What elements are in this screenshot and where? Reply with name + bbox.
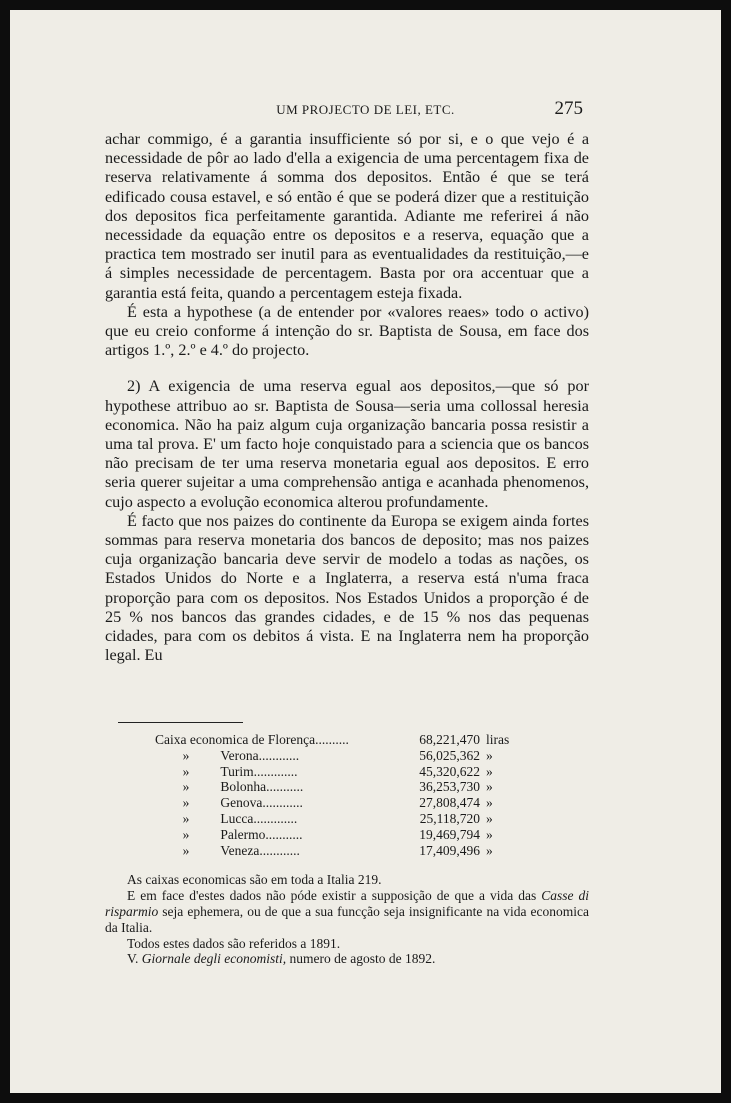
row-leader: ............: [259, 842, 300, 858]
row-leader: ...........: [266, 779, 304, 795]
note-text: seja ephemera, ou de que a sua funcção seja insignificante na vida economica da Italia.: [105, 903, 589, 935]
row-prefix: Caixa economica de: [155, 732, 265, 747]
footnotes: [105, 732, 589, 967]
row-unit: liras: [486, 732, 510, 747]
row-unit: »: [486, 795, 493, 811]
paragraph-4: É facto que nos paizes do continente da Europa se exigem ainda fortes sommas para reserva monetaria dos bancos de deposito; mas nos paizes cuja organização bancaria deve servir de modelo a todas as nações, os Estados Unidos do Norte e a Inglaterra, a reserva está n'uma fraca proporção para com os depositos. Nos Estados Unidos a proporção é de 25 % nos bancos das grandes cidades, e de 15 % nos das pequenas cidades, para com os debitos á vista. E na Inglaterra nem ha proporção legal. Eu: [105, 511, 589, 665]
row-unit: »: [486, 747, 493, 763]
row-city: Turim: [220, 763, 254, 779]
row-city: Genova: [220, 795, 263, 811]
row-city: Veneza: [220, 842, 260, 858]
row-unit: »: [486, 842, 493, 858]
row-city: Palermo: [220, 826, 266, 842]
row-amount: 19,469,794: [419, 826, 480, 842]
note-italic-title: Casse di risparmio: [105, 888, 589, 919]
row-city: Verona: [220, 747, 259, 763]
row-amount: 25,118,720: [419, 810, 480, 826]
row-leader: ............: [258, 747, 300, 763]
running-head: UM PROJECTO DE LEI, ETC.: [276, 102, 455, 117]
row-unit: »: [486, 779, 493, 795]
row-leader: ...........: [265, 826, 303, 842]
footnote-note-1: As caixas economicas são em toda a Italia 219.: [127, 872, 382, 888]
row-amount: 56,025,362: [419, 747, 480, 763]
row-prefix: »: [182, 810, 190, 826]
journal-title: Giornale degli economisti,: [141, 951, 287, 967]
row-amount: 36,253,730: [419, 779, 480, 795]
body-text: [105, 130, 589, 665]
row-leader: .............: [253, 810, 298, 826]
note-text: numero de agosto de 1892.: [286, 951, 436, 967]
footnote-note-3: Todos estes dados são referidos a 1891.: [127, 935, 341, 951]
table-row: [155, 748, 545, 764]
table-row: [155, 779, 545, 795]
row-unit: »: [486, 826, 493, 842]
paragraph-2: É esta a hypothese (a de entender por «valores reaes» todo o activo) que eu creio conforme á intenção do sr. Baptista de Sousa, em face dos artigos 1.º, 2.º e 4.º do projecto.: [105, 302, 589, 360]
row-city: Lucca: [220, 810, 254, 826]
row-leader: ............: [262, 795, 303, 811]
row-city: Florença: [267, 732, 316, 747]
page-header: [10, 98, 721, 122]
footnote-note-4: [105, 951, 589, 967]
row-amount: 68,221,470: [419, 732, 480, 747]
row-prefix: »: [182, 747, 190, 763]
book-page: [10, 10, 721, 1093]
table-row: [155, 795, 545, 811]
row-leader: ..........: [315, 732, 349, 747]
row-prefix: »: [182, 795, 190, 811]
table-row: [155, 764, 545, 780]
row-unit: »: [486, 763, 493, 779]
savings-bank-table: [155, 732, 545, 858]
row-prefix: »: [182, 763, 190, 779]
table-row: [155, 827, 545, 843]
row-city: Bolonha: [220, 779, 267, 795]
paragraph-1: achar commigo, é a garantia insufficiente só por si, e o que vejo é a necessidade de pôr ao lado d'ella a exigencia de uma percentagem fixa de reserva relativamente á somma dos depositos. Então é que se terá edificado cousa estavel, e só então é que se poderá dizer que a restituição dos depositos fica perfeitamente garantida. Adiante me referirei á não necessidade da equação entre os depositos e a reserva, equação que a practica tem mostrado ser inutil para as eventualidades da restituição,—e á simples necessidade de percentagem. Basta por ora accentuar que a garantia está feita, quando a percentagem esteja fixada.: [105, 130, 589, 302]
row-prefix: »: [182, 779, 190, 795]
note-text: E em face d'estes dados não póde existir a supposição de que a vida das: [127, 888, 542, 904]
row-amount: 45,320,622: [419, 763, 480, 779]
row-amount: 17,409,496: [419, 842, 480, 858]
row-prefix: »: [182, 826, 190, 842]
footnote-notes: [105, 872, 589, 967]
footnote-note-2: [105, 888, 589, 935]
footnote-rule: [118, 722, 243, 723]
table-row: [155, 732, 545, 748]
table-row: [155, 843, 545, 859]
note-text: V.: [127, 951, 142, 967]
table-row: [155, 811, 545, 827]
row-amount: 27,808,474: [419, 795, 480, 811]
row-unit: »: [486, 810, 493, 826]
page-number: 275: [554, 98, 583, 119]
paragraph-3: 2) A exigencia de uma reserva egual aos depositos,—que só por hypothese attribuo ao sr. Baptista de Sousa—seria uma collossal heresia economica. Não ha paiz algum cuja organização bancaria possa resistir a uma tal prova. E' um facto hoje conquistado para a sciencia que os bancos não precisam de ter uma reserva monetaria egual aos depositos. E erro seria querer sujeitar a uma comprehensão antiga e acanhada phenomenos, cujo aspecto a evolução economica alterou profundamente.: [105, 377, 589, 511]
row-prefix: »: [182, 842, 190, 858]
row-leader: .............: [253, 763, 298, 779]
